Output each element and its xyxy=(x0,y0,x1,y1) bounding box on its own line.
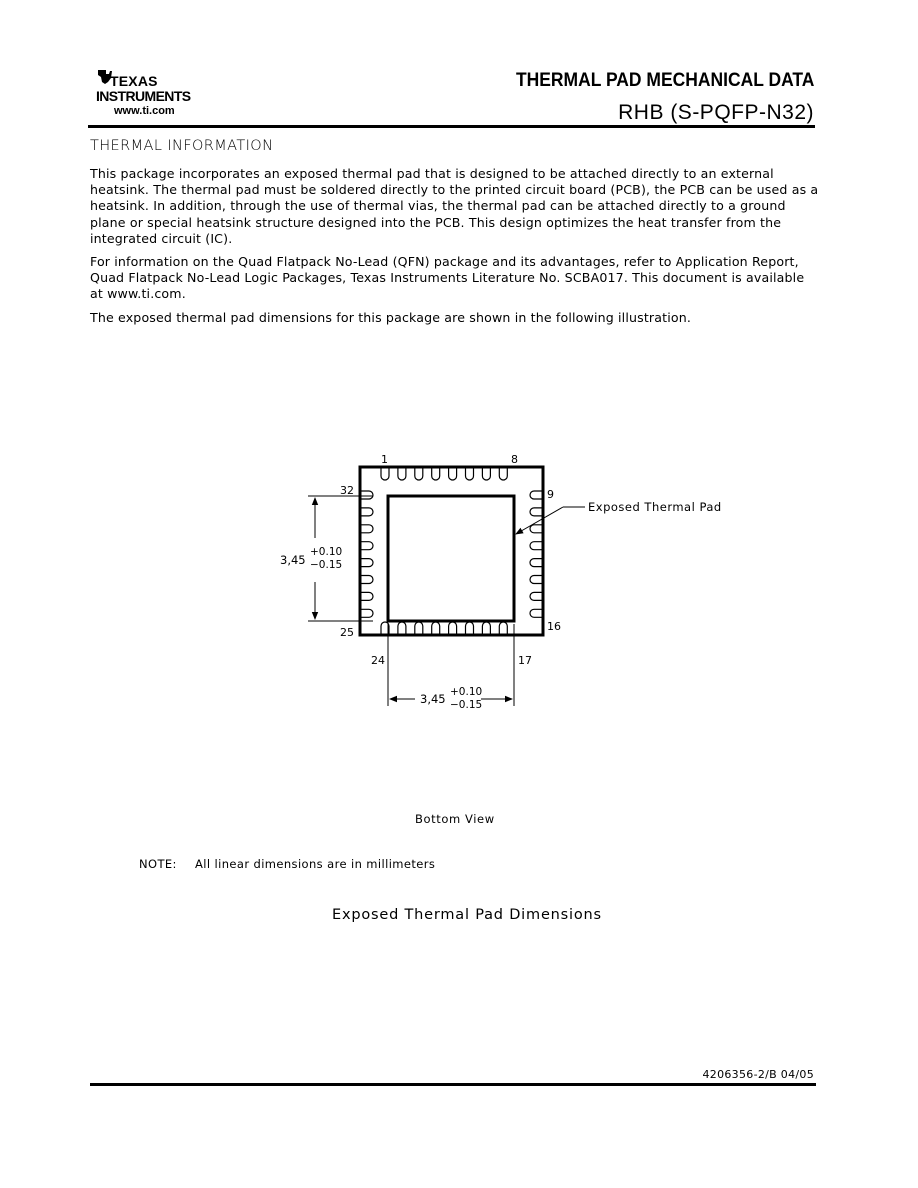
pin-bottom-19 xyxy=(466,622,474,634)
pin-top-2 xyxy=(398,468,406,480)
pin-label-32: 32 xyxy=(340,484,354,497)
pin-right-11 xyxy=(530,525,542,533)
paragraph-qfn-info: For information on the Quad Flatpack No-Lead (QFN) package and its advantages, refer to Application Report, Quad Flatpack No-Lead Logic Packages, Texas Instruments Literature No. SCBA017. This document is available at www.ti.com. xyxy=(90,254,805,302)
pin-left-31 xyxy=(361,508,373,516)
pin-label-24: 24 xyxy=(371,654,385,667)
pin-right-15 xyxy=(530,592,542,600)
pin-top-5 xyxy=(449,468,457,480)
pin-left-28 xyxy=(361,559,373,567)
pin-bottom-22 xyxy=(415,622,423,634)
pin-right-10 xyxy=(530,508,542,516)
footer-divider xyxy=(90,1083,816,1086)
pin-top-6 xyxy=(466,468,474,480)
dim-vertical-value: 3,45 xyxy=(280,553,306,567)
pin-label-16: 16 xyxy=(547,620,561,633)
pin-bottom-18 xyxy=(482,622,490,634)
dimension-note xyxy=(139,857,435,871)
pin-label-1: 1 xyxy=(381,453,388,466)
pin-left-27 xyxy=(361,576,373,584)
pin-bottom-23 xyxy=(398,622,406,634)
pin-bottom-20 xyxy=(449,622,457,634)
note-text: All linear dimensions are in millimeters xyxy=(195,857,436,871)
dim-vertical-minus: −0.15 xyxy=(310,559,343,571)
pin-right-13 xyxy=(530,559,542,567)
dim-horizontal-value: 3,45 xyxy=(420,692,446,706)
paragraph-illustration-intro: The exposed thermal pad dimensions for this package are shown in the following illustration. xyxy=(90,310,691,325)
pins-left xyxy=(361,491,373,617)
pins-right xyxy=(530,491,542,617)
pin-left-26 xyxy=(361,592,373,600)
pin-right-14 xyxy=(530,576,542,584)
logo-wordmark-top: TEXAS xyxy=(110,73,158,89)
exposed-thermal-pad xyxy=(388,496,514,621)
pin-left-30 xyxy=(361,525,373,533)
pin-right-12 xyxy=(530,542,542,550)
pin-bottom-17 xyxy=(499,622,507,634)
pin-label-17: 17 xyxy=(518,654,532,667)
dim-vertical-plus: +0.10 xyxy=(310,546,343,558)
header-divider xyxy=(88,125,815,128)
logo-wordmark-bottom: INSTRUMENTS xyxy=(96,88,191,104)
pins-top xyxy=(381,468,507,480)
note-label: NOTE: xyxy=(139,857,177,871)
package-designator: RHB (S-PQFP-N32) xyxy=(618,101,814,124)
pin-right-9 xyxy=(530,491,542,499)
pin-right-16 xyxy=(530,609,542,617)
dim-horizontal-plus: +0.10 xyxy=(450,686,483,698)
pin-top-8 xyxy=(499,468,507,480)
view-label: Bottom View xyxy=(415,812,495,826)
dim-horizontal-minus: −0.15 xyxy=(450,699,483,711)
paragraph-thermal-pad: This package incorporates an exposed thermal pad that is designed to be attached directly to an external heatsink. The thermal pad must be soldered directly to the printed circuit board (PCB), the PCB can be used as a heatsink. In addition, through the use of thermal vias, the thermal pad can be attached directly to a ground plane or special heatsink structure designed into the PCB. This design optimizes the heat transfer from the integrated circuit (IC). xyxy=(90,166,819,246)
pin-top-3 xyxy=(415,468,423,480)
pins-bottom xyxy=(381,622,507,634)
pin-label-9: 9 xyxy=(547,488,554,501)
pin-top-1 xyxy=(381,468,389,480)
pin-left-29 xyxy=(361,542,373,550)
pin-label-8: 8 xyxy=(511,453,518,466)
pin-left-32 xyxy=(361,491,373,499)
thermal-pad-drawing xyxy=(260,440,760,740)
pad-leader-arrow xyxy=(516,507,563,534)
pad-label: Exposed Thermal Pad xyxy=(588,500,722,514)
pin-top-7 xyxy=(482,468,490,480)
figure-caption: Exposed Thermal Pad Dimensions xyxy=(332,907,602,923)
logo-url: www.ti.com xyxy=(114,105,175,117)
pin-top-4 xyxy=(432,468,440,480)
document-code: 4206356-2/B 04/05 xyxy=(702,1068,814,1081)
document-title: THERMAL PAD MECHANICAL DATA xyxy=(515,70,814,91)
pin-left-25 xyxy=(361,609,373,617)
pin-bottom-21 xyxy=(432,622,440,634)
pin-label-25: 25 xyxy=(340,626,354,639)
section-heading: THERMAL INFORMATION xyxy=(90,138,274,154)
